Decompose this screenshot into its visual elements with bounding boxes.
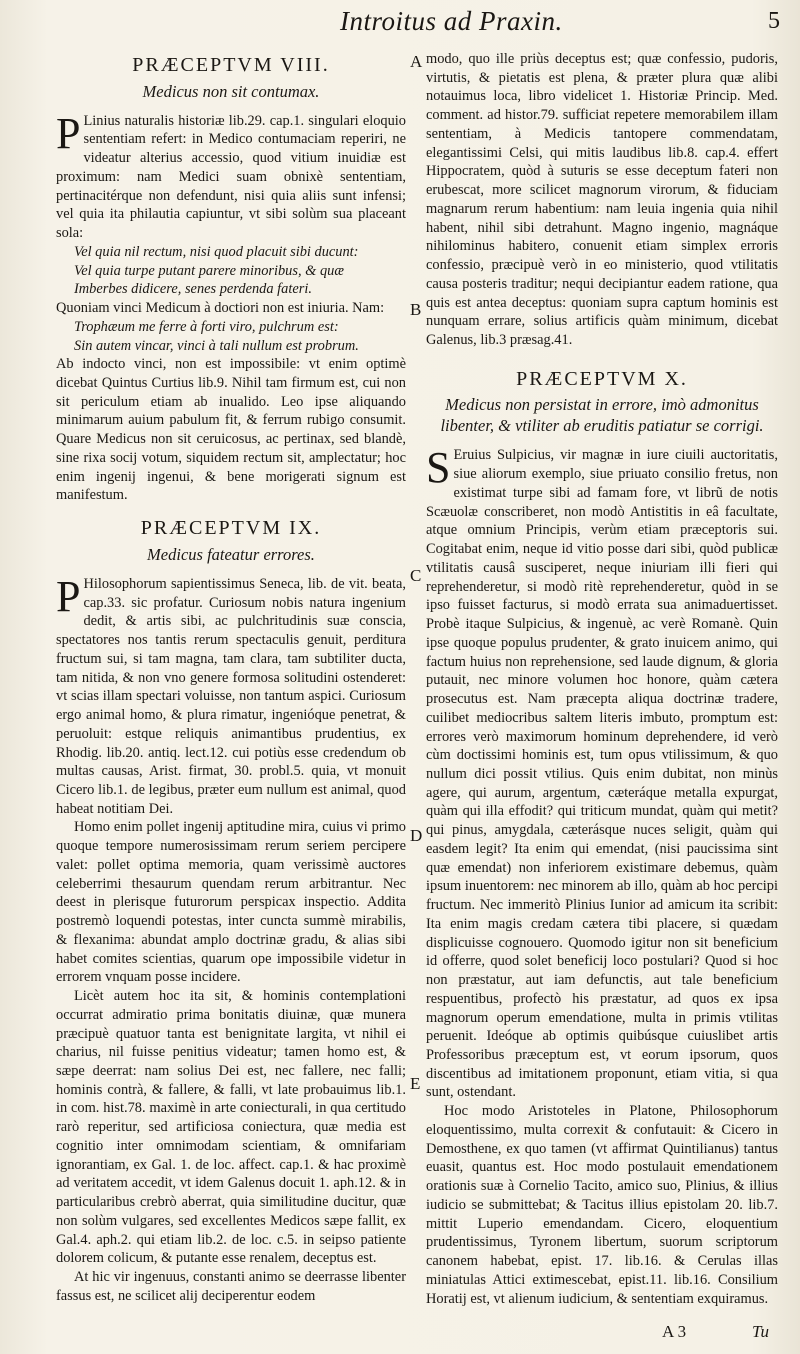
verse-line: Trophæum me ferre à forti viro, pulchrum est: [74, 318, 339, 335]
praeceptum-ix-paragraph-2: Homo enim pollet ingenij aptitudine mira, cuius vi primo quoque tempore numerosissimam rerum seriem percipere valet: pollet optima memoria, quam verissimè auctores celeberrimi thesaurum quendam rerum arbitrantur. Nec deest in plerisque futurorum perspicax inspectio. Addita postremò loquendi potestas, inter cuncta summè mirabilis, & flexanima: abundat amplo doctrinæ gradu, & alias sibi habet comites scientias, quarum ope impossibile videtur in errorem vnquam posse incidere. [56, 819, 406, 986]
running-head [300, 6, 780, 46]
running-title: Introitus ad Praxin. [340, 6, 563, 36]
right-column [426, 50, 778, 1308]
page-number: 5 [768, 8, 780, 34]
praeceptum-viii-heading: PRÆCEPTVM VIII. [132, 54, 330, 76]
catchword: Tu [752, 1322, 770, 1341]
praeceptum-x-maxim: Medicus non persistat in errore, imò admonitus libenter, & vtiliter ab eruditis patiatur se corrigi. [440, 395, 764, 436]
praeceptum-ix-paragraph-3: Licèt autem hoc ita sit, & hominis contemplationi occurrat admiratio prima bonitatis diuinæ, quæ munera præcipuè quatuor tanta est benignitate largita, vt nihil ei charius, nil fuisse penitius videatur; tamen homo est, & sæpe deerrat: nam solius Dei est, nec fallere, nec falli; hominis contrà, & fallere, & falli, vt late probauimus lib.1. in com. hist.78. maximè in arte coniecturali, in qua certitudo rarò reperitur, sed artificiosa coniectura, quæ media est cognitio inter omnimodam scientiam, & omnifariam ignorantiam, ex Gal. 1. de loc. affect. cap.1. & hac proximè ad veritatem accedit, vt idem Galenus docuit 1. aph.12. & in particularibus crebrò aberrat, quia similitudine ducitur, quæ non solùm vulgares, sed excellentes Medicos sæpe fallit, ex Gal.4. aph.2. qui etiam lib.2. de loc. c.5. in seipso patiente dolorem colicum, & putante esse renalem, deceptus est. [56, 988, 406, 1267]
margin-letter-b: B [410, 300, 422, 319]
praeceptum-ix-paragraph-1 [56, 571, 406, 819]
margin-letter-c: C [410, 566, 422, 585]
praeceptum-viii-maxim: Medicus non sit contumax. [142, 81, 320, 101]
praeceptum-viii-paragraph-2: Quoniam vinci Medicum à doctiori non est iniuria. Nam: [56, 300, 385, 317]
praeceptum-ix-paragraph-4: At hic vir ingenuus, constanti animo se deerrasse libenter fassus est, ne scilicet alij deciperentur eodem [56, 1269, 406, 1304]
margin-letter-a: A [410, 52, 423, 71]
drop-cap: P [56, 571, 81, 621]
signature-mark: A 3 [662, 1322, 687, 1341]
praeceptum-ix-heading: PRÆCEPTVM IX. [140, 517, 322, 540]
praeceptum-viii-paragraph-1 [56, 108, 406, 243]
praeceptum-x-heading: PRÆCEPTVM X. [516, 367, 688, 390]
verse-line: Vel quia turpe putant parere minoribus, & quæ [74, 262, 344, 279]
verse-line: Sin autem vincar, vinci à tali nullum est probrum. [74, 337, 359, 354]
paragraph-text: Eruius Sulpicius, vir magnæ in iure ciuili auctoritatis, siue aliorum exemplo, siue priuato consilio fretus, non existimat turpe sibi ad famam fore, vt librũ de notis Scæuolæ conscriberet, non modò Antistitis in eâ facultate, atque omnium Principis, verùm etiam præceptoris sui. Cogitabat enim, neque id vitio posse dari sibi, quòd publicæ vtilitatis causâ susciperet, neque iniuriam illi fieri qui reprehenderetur, si modò ritè reprehenderetur, quòd in se ipso fuisset facturus, si modò errata sua animaduertisset. Probè itaque Sulpicius, & ingenuè, ac verè Romanè. Quin ipse quoque populus prudenter, & grato inuicem animo, qui factum huius non reprehensione, sed laude dignum, & gloria putauit, nec minore volumen hoc honore, quàm cætera prosecutus est. Nam præcepta aliqua doctrinæ tradere, cuilibet mediocribus saltem literis imbuto, promptum est: errores verò maximorum hominum deprehendere, id verò cùm doctissimi hominis est, tum opus vtilissimum, & quo nullum dici possit vtilius. Quis enim dubitat, non minùs agere, qui aurum, argentum, cæteráque metalla expurgat, quàm qui illa effodit? qui triticum mundat, quàm qui metit? qui pinus, amygdala, cæterásque nuces seligit, quàm qui easdem legit? Ita enim qui emendat, (nisi paucissima sint quæ emendat) non inferiorem existimare debemus, quàm ipsum inuentorem: nec minorem ab illo, quàm ab hoc percipi fructum. Nec immeritò Plinius Iunior ad amicum ita scribit: Ita enim magis credam cætera tibi placere, si quædam displicuisse cognouero. Quomodo igitur non sit beneficium id offerre, quod solet beneficij loco postulari? Quod si hoc non præstatur, aut iam defunctis, aut tale beneficium respuentibus, profectò his præstatur, ad quos ex ipsa magnorum operum emendatione, multa in primis vtilitas peruenit. Ideóque ab optimis quibúsque cuiuslibet artis Professoribus præceptum est, vt eorum ipsorum, quos discentibus ad imitationem proponunt, etiam vitia, si qua sunt, ostendant. [426, 447, 778, 1101]
praeceptum-x-paragraph-2: Hoc modo Aristoteles in Platone, Philosophorum eloquentissimo, multa correxit & confutauit: & Cicero in Demosthene, ex quo tamen (vt affirmat Quintilianus) tantus euasit, quantus est. Hoc modo postulauit emendationem orationis suæ à Cornelio Tacito, amico suo, Plinius, & illius iudicio se submittebat; & Tacitus illius epistolam 20. lib.7. mittit Luperio emendandam. Cicero, eloquentium prudentissimus, Tyronem libertum, suorum scriptorum canonem habebat, epist. 17. lib.16. & Cerulas illas miniatulas Attici extimescebat, epist.11. lib.16. Consilium Horatij est, vt alienum iudicium, & sententiam exquiramus. [426, 1103, 778, 1307]
praeceptum-ix-maxim: Medicus fateatur errores. [147, 544, 315, 564]
drop-cap: S [426, 443, 451, 493]
verse-line: Vel quia nil rectum, nisi quod placuit sibi ducunt: [74, 243, 359, 260]
drop-cap: P [56, 108, 81, 158]
paragraph-text: Linius naturalis historiæ lib.29. cap.1. singulari eloquio sententiam refert: in Medico contumaciam reperiri, ne videatur alterius accessio, quod vitium inuidiæ est proximum: nam Medici suam obnixè sententiam, pertinacitérque non defendunt, nisi quia aliis sunt infensi; vel quia ita philautia capiuntur, vt sibi solùm sua placeant sola: [56, 112, 406, 242]
margin-letter-e: E [410, 1074, 421, 1093]
praeceptum-x-paragraph-1 [426, 443, 778, 1102]
margin-letter-d: D [410, 826, 423, 845]
praeceptum-ix-continuation: modo, quo ille priùs deceptus est; quæ confessio, pudoris, virtutis, & pietatis est plena, & præter plura quæ alibi notauimus loca, libro videlicet 1. Historiæ Princip. Med. comment. ad histor.79. sufficiat repetere memorabilem illam sententiam, à Medicis tantopere commendatam, elegantissimi Celsi, qui mitis laudibus lib.8. cap.4. effert Hippocratem, quòd à suturis se esse deceptum fateri non erubescat, more scilicet magnorum virorum, & fiduciam magnarum rerum habentium: nam leuia ingenia quia nihil habent, nihil sibi detrahunt. Magno ingenio, magnáque nihilominus habitero, conuenit etiam simplex erroris confessio, præcipuè verò in eo ministerio, quod vtilitatis causa posteris traditur; nequi decipiantur eadem ratione, qua quis est antea deceptus: quoniam supra captum hominis est nunquam errare, solius artificis quàm minimum, dicebat Galenus, lib.3 præsag.41. [426, 51, 778, 349]
praeceptum-viii-paragraph-3: Ab indocto vinci, non est impossibile: vt enim optimè dicebat Quintus Curtius lib.9. Nihil tam firmum est, cui non sit periculum etiam ab inualido. Leo ipse aliquando minimarum auium pabulum fit, & ferrum rubigo consumit. Quare Medicus non sit ceruicosus, ac pertinax, sed blandè, sine rixa socij votum, siquidem rectum sit, amplectatur; hoc enim ingenij ingenui, & bene morigerati signum est manifestum. [56, 356, 406, 504]
paragraph-text: Hilosophorum sapientissimus Seneca, lib. de vit. beata, cap.33. sic profatur. Curiosum nobis natura ingenium dedit, & artis sibi, ac pulchritudinis suæ conscia, spectatores nos tantis rerum spectaculis genuit, perditura fructum sui, si tam magna, tam clara, tam subtiliter ducta, tam nitida, & non vno genere formosa solitudini ostenderet: vt scias illam spectari voluisse, non tantum aspici. Curiosum ergo animal homo, & plura rimatur, ingenióque penetrat, & peruoluit: estque reliquis animantibus prudentius, ex Rhodig. lib.20. antiq. lect.12. cui potiùs esse credendum ob multas causas, Arist. firmat, 30. probl.5. quia, vt monuit Cicero lib.1. de legibus, præter eum nullum est animal, quod habeat notitiam Dei. [56, 575, 406, 817]
left-column [56, 50, 406, 1306]
verse-line: Imberbes didicere, senes perdenda fateri. [74, 281, 312, 298]
